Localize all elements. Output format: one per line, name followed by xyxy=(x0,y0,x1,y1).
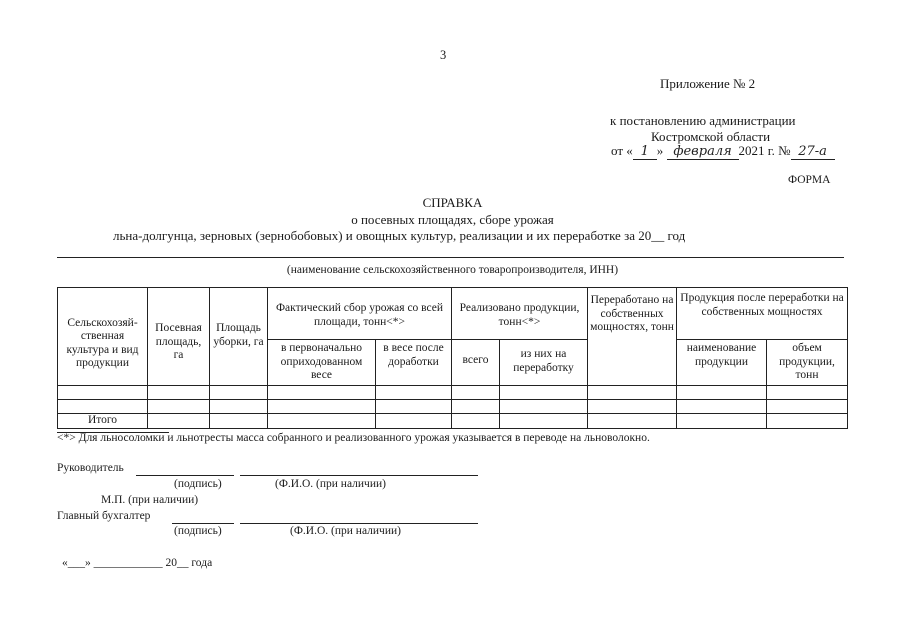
head-signature-line[interactable] xyxy=(136,475,234,476)
total-label: Итого xyxy=(58,414,148,429)
date-mid: » xyxy=(656,143,664,158)
seal-label: М.П. (при наличии) xyxy=(101,494,199,506)
date-day: 1 xyxy=(633,144,657,160)
header-actual-initial: в первоначально оприходованном весе xyxy=(268,340,376,386)
form-label: ФОРМА xyxy=(788,174,831,186)
producer-caption: (наименование сельскохозяйственного товаропроизводителя, ИНН) xyxy=(286,264,619,276)
header-products-volume: объем продукции, тонн xyxy=(767,340,848,386)
head-fio-caption: (Ф.И.О. (при наличии) xyxy=(275,478,386,490)
appendix-title: Приложение № 2 xyxy=(660,76,756,91)
head-signature-caption: (подпись) xyxy=(174,478,222,490)
table-row xyxy=(58,400,848,414)
header-products-name: наименование продукции xyxy=(677,340,767,386)
accountant-label: Главный бухгалтер xyxy=(57,510,151,522)
accountant-fio-line[interactable] xyxy=(240,523,478,524)
appendix-line-1: к постановлению администрации xyxy=(610,113,796,128)
header-sold: Реализовано продукции, тонн<*> xyxy=(452,288,588,340)
header-harvest-area: Площадь уборки, га xyxy=(210,288,268,386)
date-prefix: от « xyxy=(611,143,633,158)
date-year: 2021 г. № xyxy=(738,143,791,158)
date-line[interactable]: «___» ____________ 20__ года xyxy=(62,557,213,569)
appendix-line-2: Костромской области xyxy=(651,129,771,144)
header-sold-total: всего xyxy=(452,340,500,386)
header-sold-processing: из них на переработку xyxy=(500,340,588,386)
head-fio-line[interactable] xyxy=(240,475,478,476)
heading-title: СПРАВКА xyxy=(422,195,483,210)
accountant-fio-caption: (Ф.И.О. (при наличии) xyxy=(290,525,401,537)
page-number: 3 xyxy=(440,48,447,62)
header-actual-after: в весе после доработки xyxy=(376,340,452,386)
table-row xyxy=(58,386,848,400)
harvest-table xyxy=(57,287,848,429)
appendix-date-line xyxy=(611,143,835,160)
header-crop: Сельскохозяй-ственная культура и вид продукции xyxy=(58,288,148,386)
date-month: февраля xyxy=(667,144,739,160)
total-row xyxy=(58,414,848,429)
header-sown-area: Посевная площадь, га xyxy=(148,288,210,386)
producer-line[interactable] xyxy=(57,257,844,258)
header-actual-harvest: Фактический сбор урожая со всей площади, тонн<*> xyxy=(268,288,452,340)
date-number: 27-а xyxy=(791,144,835,160)
footnote: <*> Для льносоломки и льнотресты масса собранного и реализованного урожая указывается в переводе на льноволокно. xyxy=(57,432,650,444)
accountant-signature-line[interactable] xyxy=(172,523,234,524)
header-processed: Переработано на собственных мощностях, тонн xyxy=(588,288,677,386)
heading-subtitle: о посевных площадях, сборе урожая xyxy=(351,212,554,227)
header-products: Продукция после переработки на собственных мощностях xyxy=(677,288,848,340)
heading-line-3: льна-долгунца, зерновых (зернобобовых) и овощных культур, реализации и их переработке за 20__ год xyxy=(113,228,686,243)
head-label: Руководитель xyxy=(57,462,124,474)
accountant-signature-caption: (подпись) xyxy=(174,525,222,537)
